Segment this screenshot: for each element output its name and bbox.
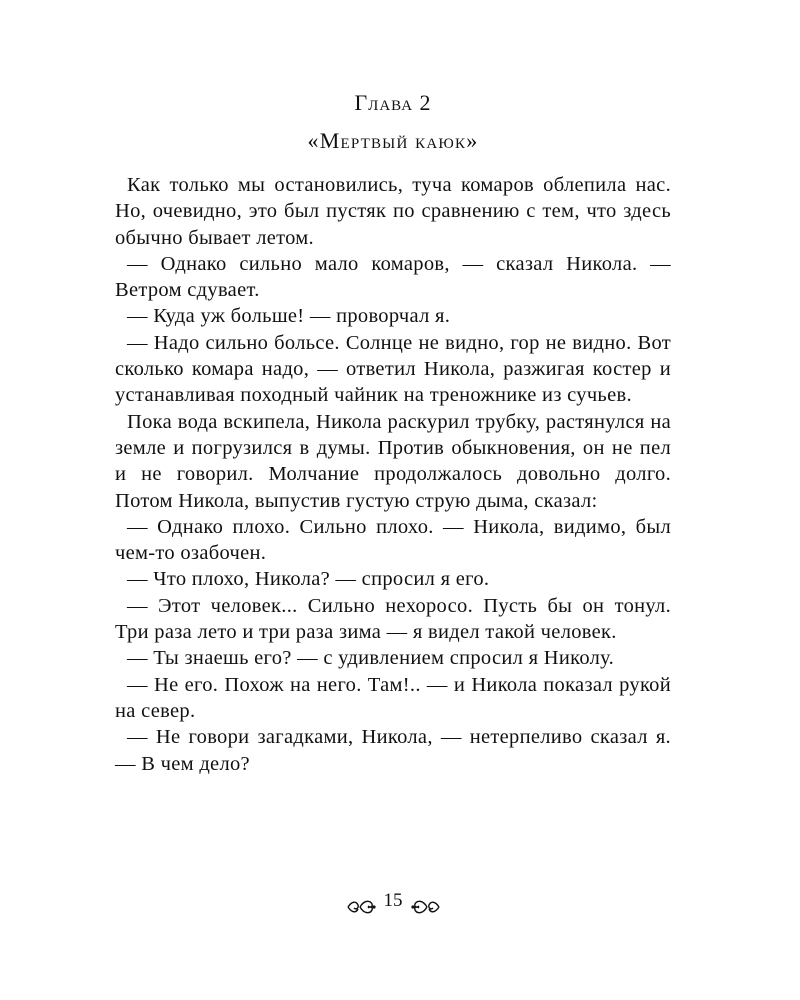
page-footer <box>115 892 671 922</box>
chapter-title: «Мертвый каюк» <box>307 128 479 153</box>
paragraph-6: — Однако плохо. Сильно плохо. — Никола, видимо, был чем-то озабочен. <box>115 515 671 565</box>
paragraph-2: — Однако сильно мало комаров, — сказал Никола. — Ветром сдувает. <box>115 252 671 302</box>
paragraph-5: Пока вода вскипела, Никола раскурил трубку, растянулся на земле и погрузился в думы. Против обыкновения, он не пел и не говорил. Молчание продолжалось довольно долго. Потом Никола, выпустив густую струю дыма, сказал: <box>115 410 671 512</box>
right-flourish-icon <box>411 898 441 916</box>
paragraph-8: — Этот человек... Сильно нехоросо. Пусть бы он тонул. Три раза лето и три раза зима — я видел такой человек. <box>115 594 671 644</box>
chapter-body <box>115 172 671 777</box>
paragraph-7: — Что плохо, Никола? — спросил я его. <box>127 568 490 591</box>
paragraph-9: — Ты знаешь его? — с удивлением спросил я Николу. <box>127 647 615 670</box>
chapter-label: Глава 2 <box>354 90 432 115</box>
paragraph-4: — Надо сильно больсе. Солнце не видно, гор не видно. Вот сколько комара надо, — ответил Никола, разжигая костер и устанавливая походный чайник на треножнике из сучьев. <box>115 331 671 407</box>
paragraph-11: — Не говори загадками, Никола, — нетерпеливо сказал я. — В чем дело? <box>115 726 671 775</box>
left-flourish-icon <box>346 898 376 916</box>
book-page <box>115 0 671 1000</box>
paragraph-3: — Куда уж больше! — проворчал я. <box>127 305 451 328</box>
paragraph-1: Как только мы остановились, туча комаров облепила нас. Но, очевидно, это был пустяк по сравнению с тем, что здесь обычно бывает летом. <box>115 174 671 249</box>
paragraph-10: — Не его. Похож на него. Там!.. — и Никола показал рукой на север. <box>115 673 671 722</box>
page-number: 15 <box>383 890 403 911</box>
